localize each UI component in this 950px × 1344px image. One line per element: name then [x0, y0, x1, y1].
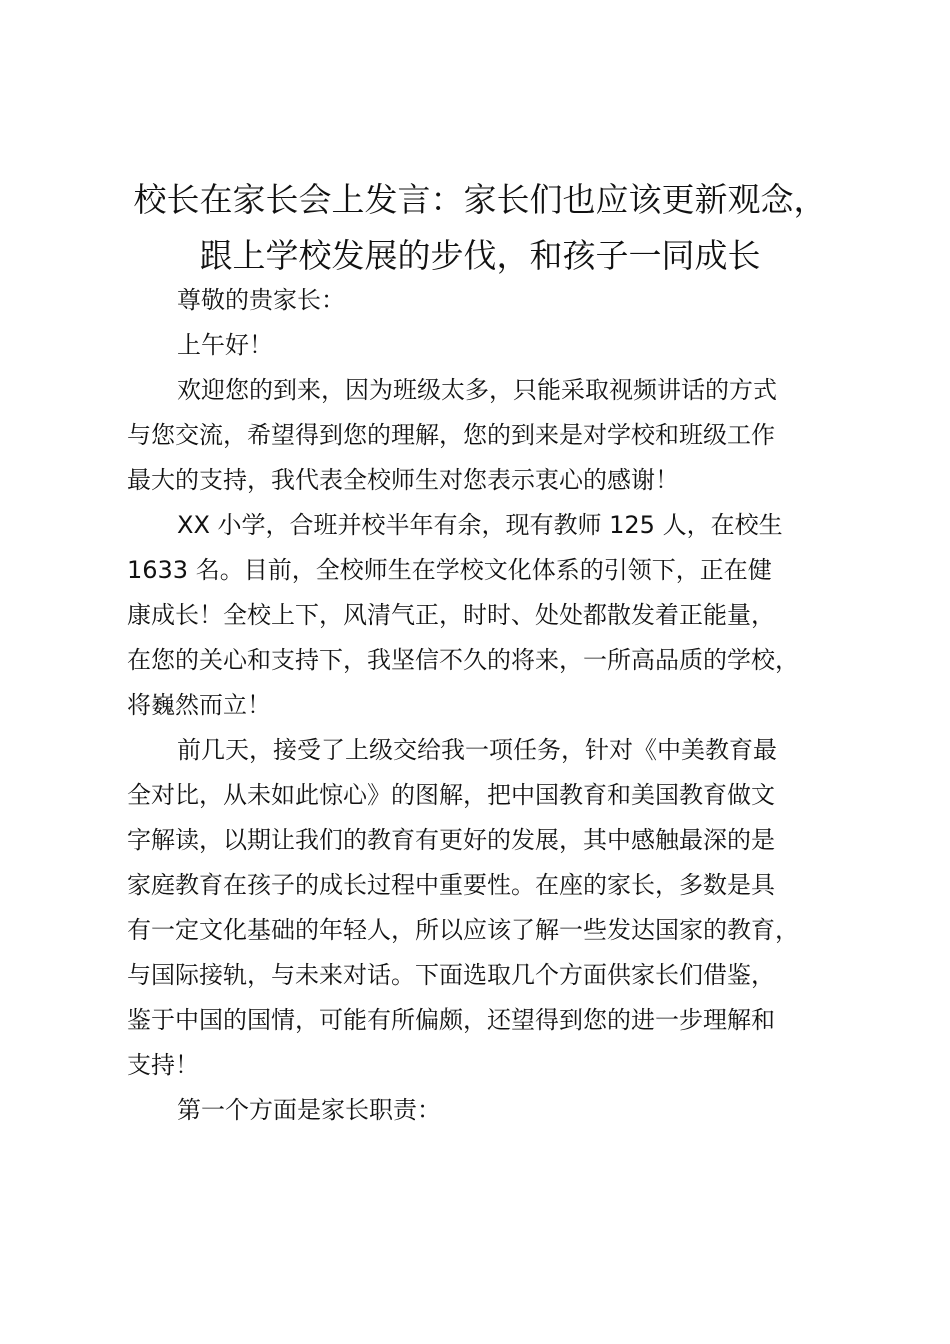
text-line: 与您交流，希望得到您的理解，您的到来是对学校和班级工作: [127, 421, 775, 449]
text-line: 在您的关心和支持下，我坚信不久的将来，一所高品质的学校，: [127, 646, 799, 674]
text-line: 上午好！: [177, 331, 273, 359]
text-line: XX 小学，合班并校半年有余，现有教师 125 人，在校生: [177, 511, 783, 539]
document-title: [100, 172, 860, 284]
school-intro-paragraph: [127, 503, 867, 728]
greeting-paragraph: [127, 323, 867, 368]
section-heading-paragraph: [127, 1088, 867, 1133]
title-line: 跟上学校发展的步伐，和孩子一同成长: [199, 236, 761, 275]
text-line: 欢迎您的到来，因为班级太多，只能采取视频讲话的方式: [177, 376, 777, 404]
text-line: 1633 名。目前，全校师生在学校文化体系的引领下，正在健: [127, 556, 772, 584]
text-line: 家庭教育在孩子的成长过程中重要性。在座的家长，多数是具: [127, 871, 775, 899]
text-line: 最大的支持，我代表全校师生对您表示衷心的感谢！: [127, 466, 679, 494]
document-body: [127, 278, 867, 1133]
text-line: 前几天，接受了上级交给我一项任务，针对《中美教育最: [177, 736, 777, 764]
text-line: 有一定文化基础的年轻人，所以应该了解一些发达国家的教育，: [127, 916, 799, 944]
text-line: 支持！: [127, 1051, 199, 1079]
text-line: 鉴于中国的国情，可能有所偏颇，还望得到您的进一步理解和: [127, 1006, 775, 1034]
text-line: 将巍然而立！: [127, 691, 271, 719]
text-line: 字解读，以期让我们的教育有更好的发展，其中感触最深的是: [127, 826, 775, 854]
task-paragraph: [127, 728, 867, 1088]
text-line: 第一个方面是家长职责：: [177, 1096, 441, 1124]
title-line: 校长在家长会上发言：家长们也应该更新观念，: [133, 180, 827, 219]
text-line: 尊敬的贵家长：: [177, 286, 345, 314]
text-line: 与国际接轨，与未来对话。下面选取几个方面供家长们借鉴，: [127, 961, 775, 989]
text-line: 全对比，从未如此惊心》的图解，把中国教育和美国教育做文: [127, 781, 775, 809]
welcome-paragraph: [127, 368, 867, 503]
text-line: 康成长！全校上下，风清气正，时时、处处都散发着正能量，: [127, 601, 775, 629]
salutation-paragraph: [127, 278, 867, 323]
